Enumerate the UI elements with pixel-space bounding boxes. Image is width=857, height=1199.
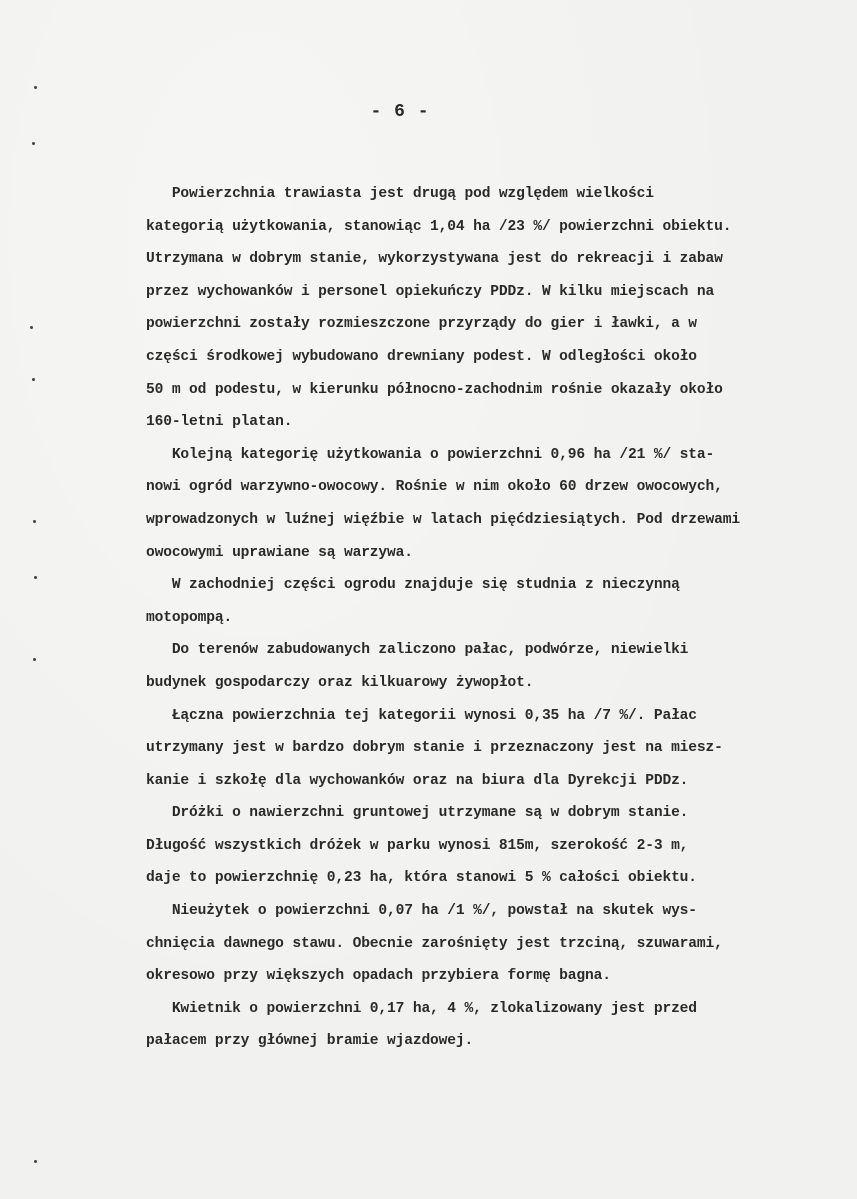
margin-speck xyxy=(32,142,35,145)
text-line: kategorią użytkowania, stanowiąc 1,04 ha /23 %/ powierzchni obiektu. xyxy=(146,218,732,235)
text-line: 160-letni platan. xyxy=(146,414,293,431)
text-line: Powierzchnia trawiasta jest drugą pod względem wielkości xyxy=(146,186,654,202)
text-line: Kwietnik o powierzchni 0,17 ha, 4 %, zlokalizowany jest przed xyxy=(146,1000,697,1017)
text-line: Łączna powierzchnia tej kategorii wynosi 0,35 ha /7 %/. Pałac xyxy=(146,707,697,724)
text-line: Długość wszystkich dróżek w parku wynosi 815m, szerokość 2-3 m, xyxy=(146,837,689,854)
text-line: daje to powierzchnię 0,23 ha, która stanowi 5 % całości obiektu. xyxy=(146,870,697,887)
text-line: Nieużytek o powierzchni 0,07 ha /1 %/, powstał na skutek wys- xyxy=(146,903,697,920)
text-line: budynek gospodarczy oraz kilkuarowy żywopłot. xyxy=(146,674,534,691)
text-line: Utrzymana w dobrym stanie, wykorzystywana jest do rekreacji i zabaw xyxy=(146,251,723,268)
margin-speck xyxy=(30,326,33,329)
text-line: motopompą. xyxy=(146,609,233,626)
text-line: kanie i szkołę dla wychowanków oraz na biura dla Dyrekcji PDDz. xyxy=(146,772,689,789)
text-line: przez wychowanków i personel opiekuńczy PDDz. W kilku miejscach na xyxy=(146,283,715,300)
text-line: okresowo przy większych opadach przybiera formę bagna. xyxy=(146,968,611,985)
text-line: nowi ogród warzywno-owocowy. Rośnie w nim około 60 drzew owocowych, xyxy=(146,479,723,496)
body-text xyxy=(146,178,846,1058)
text-line: Do terenów zabudowanych zaliczono pałac, podwórze, niewielki xyxy=(146,642,689,659)
margin-speck xyxy=(34,86,37,89)
text-line: chnięcia dawnego stawu. Obecnie zarośnięty jest trzciną, szuwarami, xyxy=(146,935,723,952)
margin-speck xyxy=(32,378,35,381)
text-line: powierzchni zostały rozmieszczone przyrządy do gier i ławki, a w xyxy=(146,316,697,333)
margin-speck xyxy=(33,658,36,661)
text-line: Dróżki o nawierzchni gruntowej utrzymane są w dobrym stanie. xyxy=(146,805,689,822)
text-line: W zachodniej części ogrodu znajduje się studnia z nieczynną xyxy=(146,577,680,594)
text-line: owocowymi uprawiane są warzywa. xyxy=(146,544,413,561)
text-line: utrzymany jest w bardzo dobrym stanie i przeznaczony jest na miesz- xyxy=(146,740,723,757)
margin-speck xyxy=(34,1160,37,1163)
margin-speck xyxy=(33,520,36,523)
text-line: 50 m od podestu, w kierunku północno-zachodnim rośnie okazały około xyxy=(146,381,723,398)
text-line: Kolejną kategorię użytkowania o powierzchni 0,96 ha /21 %/ sta- xyxy=(146,446,715,463)
page-number: - 6 - xyxy=(370,102,430,122)
text-line: pałacem przy głównej bramie wjazdowej. xyxy=(146,1033,474,1050)
text-line: wprowadzonych w luźnej więźbie w latach pięćdziesiątych. Pod drzewami xyxy=(146,511,740,528)
text-line: części środkowej wybudowano drewniany podest. W odległości około xyxy=(146,348,697,365)
margin-speck xyxy=(34,576,37,579)
